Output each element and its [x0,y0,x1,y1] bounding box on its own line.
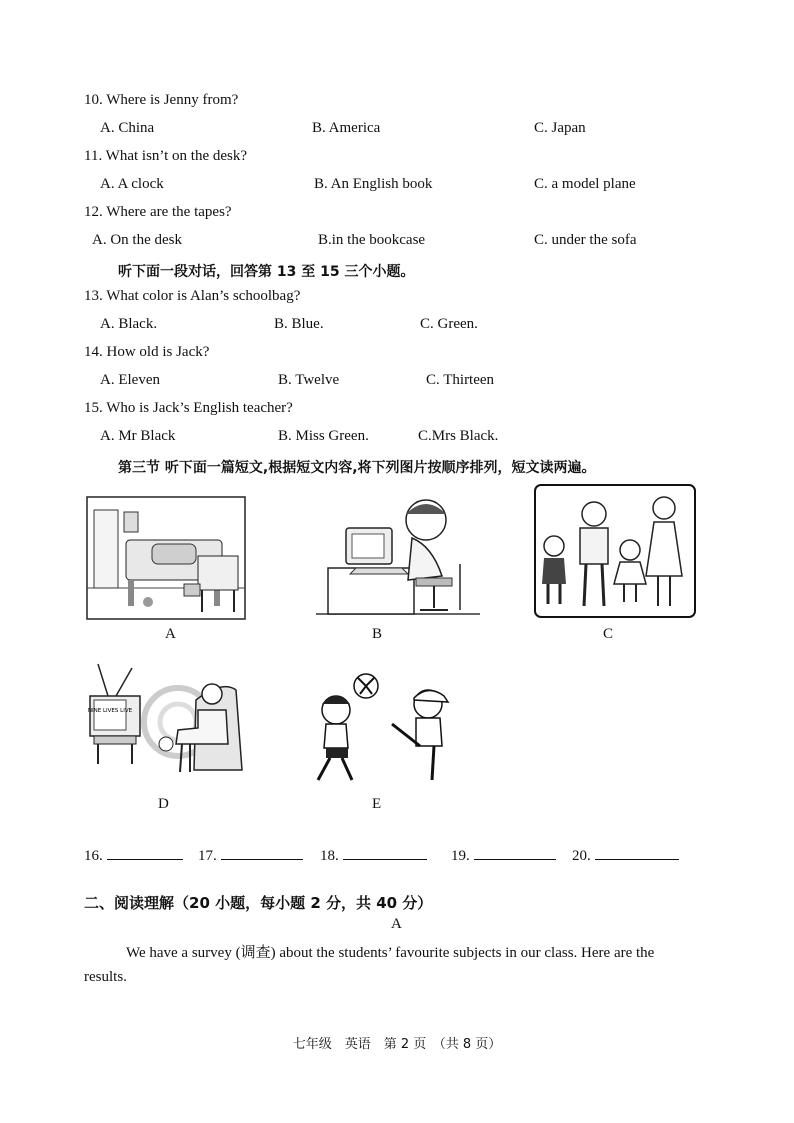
q11-option-b: B. An English book [314,176,433,192]
answer-blank-20[interactable] [572,845,679,865]
tv-screen-text: NINE LIVES LIVE [87,708,133,714]
q14-option-b: B. Twelve [278,372,340,388]
picture-d-label: D [158,796,169,812]
instruction-13-15: 听下面一段对话，回答第 13 至 15 三个小题。 [118,264,415,280]
picture-b-label: B [372,626,383,642]
q14-option-c: C. Thirteen [426,372,495,388]
q10-option-a: A. China [100,120,155,136]
question-10-stem: 10. Where is Jenny from? [84,92,239,108]
blank-19-number: 19. [451,848,470,864]
blank-17-number: 17. [198,848,217,864]
answer-blank-18[interactable] [320,845,427,865]
section3-instruction: 第三节 听下面一篇短文,根据短文内容,将下列图片按顺序排列，短文读两遍。 [118,460,596,476]
blank-18-number: 18. [320,848,339,864]
question-11-stem: 11. What isn’t on the desk? [84,148,248,164]
blank-20-line[interactable] [595,845,679,860]
blank-16-line[interactable] [107,845,183,860]
picture-e-label: E [372,796,382,812]
blank-19-line[interactable] [474,845,556,860]
q12-option-b: B.in the bookcase [318,232,426,248]
blank-17-line[interactable] [221,845,303,860]
passage-line-2: results. [84,969,127,985]
passage-label: A [391,916,402,932]
answer-blank-17[interactable] [198,845,303,865]
question-12-stem: 12. Where are the tapes? [84,204,232,220]
blank-18-line[interactable] [343,845,427,860]
q13-option-b: B. Blue. [274,316,324,332]
q11-option-a: A. A clock [100,176,164,192]
page-footer: 七年级 英语 第 2 页 （共 8 页） [292,1037,502,1052]
q15-option-a: A. Mr Black [100,428,176,444]
answer-blank-19[interactable] [451,845,556,865]
q12-option-a: A. On the desk [92,232,182,248]
q10-option-b: B. America [312,120,381,136]
answer-blank-16[interactable] [84,845,183,865]
computer-user-picture [316,494,480,618]
q14-option-a: A. Eleven [100,372,160,388]
soccer-kids-picture [312,664,462,788]
blank-20-number: 20. [572,848,591,864]
picture-c-label: C [603,626,614,642]
blank-16-number: 16. [84,848,103,864]
q13-option-a: A. Black. [100,316,158,332]
bedroom-picture [86,496,246,620]
q15-option-c: C.Mrs Black. [418,428,499,444]
question-14-stem: 14. How old is Jack? [84,344,210,360]
q12-option-c: C. under the sofa [534,232,637,248]
part2-heading: 二、阅读理解（20 小题，每小题 2 分，共 40 分） [84,894,433,912]
q10-option-c: C. Japan [534,120,586,136]
tv-watcher-picture [86,660,250,788]
question-15-stem: 15. Who is Jack’s English teacher? [84,400,293,416]
picture-a-label: A [165,626,176,642]
passage-line-1: We have a survey (调查) about the students’ favourite subjects in our class. Here are the [126,945,655,961]
q11-option-c: C. a model plane [534,176,636,192]
family-picture [534,484,696,618]
question-13-stem: 13. What color is Alan’s schoolbag? [84,288,301,304]
q15-option-b: B. Miss Green. [278,428,369,444]
q13-option-c: C. Green. [420,316,478,332]
